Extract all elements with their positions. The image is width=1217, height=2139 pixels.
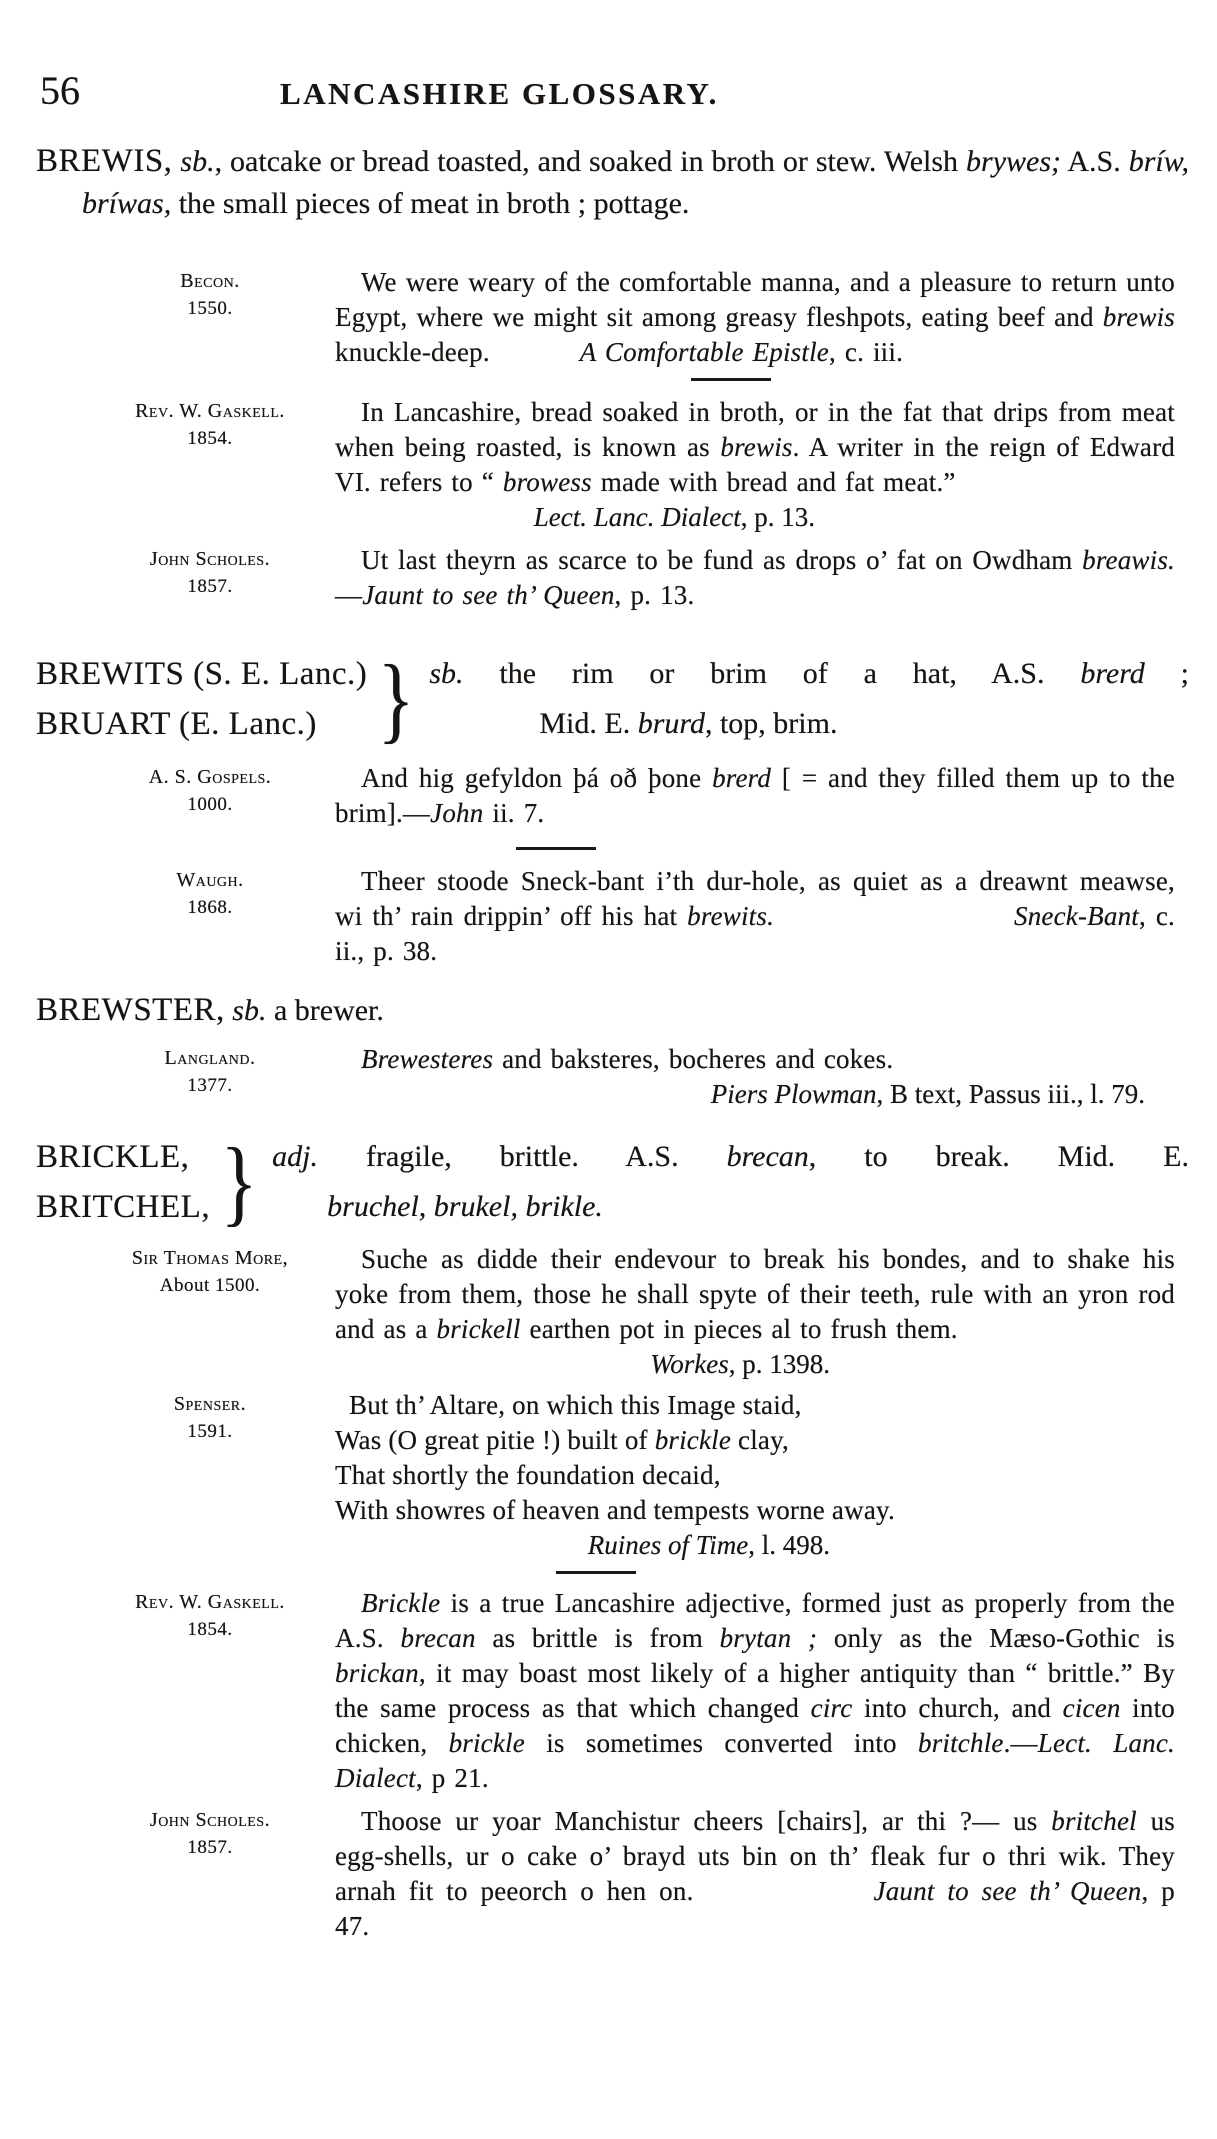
citation-langland xyxy=(36,1042,1189,1112)
headword-brickle: BRICKLE, xyxy=(36,1139,190,1175)
citation-source: Sneck-Bant, c. ii., p. 38. xyxy=(335,901,1175,966)
section-divider-rule xyxy=(556,1571,636,1574)
citation-becon xyxy=(36,265,1189,370)
citation-author: Rev. W. Gaskell. xyxy=(135,1591,285,1613)
quote-text: We were weary of the comfortable manna, and a pleasure to return unto Egypt, where we might sit among greasy fleshpots, eating beef and brewis knuckle-deep. xyxy=(335,267,1175,367)
headword-brewis: BREWIS, xyxy=(36,143,173,179)
citation-date: 1550. xyxy=(187,298,233,319)
citation-date: About 1500. xyxy=(159,1275,261,1296)
verse-line: But th’ Altare, on which this Image staid, xyxy=(349,1390,802,1420)
citation-date: 1854. xyxy=(187,428,233,449)
citation-quote-verse xyxy=(335,1388,1175,1528)
citation-scholes-brewis xyxy=(36,543,1189,613)
citation-date: 1000. xyxy=(187,794,233,815)
citation-quote xyxy=(335,265,1175,370)
citation-quote xyxy=(335,1804,1175,1944)
entry-brewis xyxy=(36,140,1189,613)
brace-glyph: } xyxy=(377,645,415,752)
citation-quote: Brewesteres and baksteres, bocheres and cokes. xyxy=(361,1044,894,1074)
verse-line: That shortly the foundation decaid, xyxy=(335,1460,721,1490)
definition-line: Mid. E. brurd, top, brim. xyxy=(539,707,838,740)
citation-quote: In Lancashire, bread soaked in broth, or in the fat that drips from meat when being roasted, is known as brewis. A writer in the reign of Edward VI. refers to “ browess made with bread and fat meat.” xyxy=(335,397,1175,497)
citation-label xyxy=(85,1388,335,1563)
verse-line: Was (O great pitie !) built of brickle clay, xyxy=(335,1425,789,1455)
headwords xyxy=(36,1132,210,1232)
citation-date: 1377. xyxy=(187,1075,233,1096)
definition-text xyxy=(272,1132,1189,1232)
citation-quote: Suche as didde their endevour to break his bondes, and to shake his yoke from them, those he shall spyte of their teeth, rule with an yron rod and as a brickell earthen pot in pieces al to frush them. xyxy=(335,1244,1175,1344)
citation-label xyxy=(85,265,335,370)
citation-date: 1591. xyxy=(187,1421,233,1442)
citation-label xyxy=(85,1586,335,1796)
brace-glyph: } xyxy=(220,1128,258,1235)
citation-body xyxy=(335,395,1189,535)
citation-scholes-brickle xyxy=(36,1804,1189,1944)
citation-label xyxy=(85,1042,335,1112)
quote-text: Theer stoode Sneck-bant i’th dur-hole, as quiet as a dreawnt meawse, wi th’ rain drippin’ off his hat brewits. xyxy=(335,866,1175,931)
citation-body xyxy=(335,1042,1189,1112)
citation-author: John Scholes. xyxy=(149,548,271,570)
citation-body xyxy=(335,543,1189,613)
citation-body xyxy=(335,1804,1189,1944)
definition-line: adj. fragile, brittle. A.S. brecan, to break. Mid. E. xyxy=(272,1140,1189,1173)
citation-source: Jaunt to see th’ Queen, p 47. xyxy=(335,1876,1175,1941)
entry-brickle-britchel xyxy=(36,1128,1189,1944)
running-title: LANCASHIRE GLOSSARY. xyxy=(280,76,719,111)
citation-quote: Ut last theyrn as scarce to be fund as drops o’ fat on Owdham breawis.—Jaunt to see th’ Queen, p. 13. xyxy=(335,545,1175,610)
headword-bruart: BRUART (E. Lanc.) xyxy=(36,706,317,742)
citation-label xyxy=(85,864,335,969)
entry-brewster xyxy=(36,989,1189,1112)
entry-definition xyxy=(36,1128,1189,1235)
headwords xyxy=(36,649,367,749)
citation-author: Waugh. xyxy=(176,869,244,891)
entry-definition xyxy=(36,645,1189,752)
citation-quote: And hig gefyldon þá oð þone brerd [ = and they filled them up to the brim].—John ii. 7. xyxy=(335,763,1176,828)
citation-author: Sir Thomas More, xyxy=(131,1247,289,1269)
definition-text: sb. a brewer. xyxy=(224,994,384,1027)
section-divider-rule xyxy=(516,847,596,850)
headword-brewits: BREWITS (S. E. Lanc.) xyxy=(36,656,368,692)
entry-definition xyxy=(36,989,1189,1032)
headword-brewster: BREWSTER, xyxy=(36,992,225,1028)
citation-author: John Scholes. xyxy=(149,1809,271,1831)
citation-as-gospels xyxy=(36,761,1189,831)
citation-source: Piers Plowman, B text, Passus iii., l. 79. xyxy=(710,1079,1145,1109)
citation-label xyxy=(85,543,335,613)
citation-waugh xyxy=(36,864,1189,969)
citation-author: Langland. xyxy=(164,1047,256,1069)
citation-source: Lect. Lanc. Dialect, p. 13. xyxy=(533,502,815,532)
definition-line: sb. the rim or brim of a hat, A.S. brerd ; xyxy=(429,657,1189,690)
citation-body xyxy=(335,1388,1189,1563)
citation-quote: Brickle is a true Lancashire adjective, formed just as properly from the A.S. brecan as brittle is from brytan ; only as the Mæso-Gothic is brickan, it may boast most likely of a higher antiquity than “ brittle.” By the same process as that which changed circ into church, and cicen into chicken, brickle is sometimes converted into britchle.—Lect. Lanc. Dialect, p 21. xyxy=(335,1588,1176,1793)
citation-date: 1854. xyxy=(187,1619,233,1640)
citation-label xyxy=(85,1242,335,1382)
citation-author: Spenser. xyxy=(173,1393,247,1415)
citation-more xyxy=(36,1242,1189,1382)
citation-source: Workes, p. 1398. xyxy=(650,1349,830,1379)
citation-label xyxy=(85,395,335,535)
definition-line: bruchel, brukel, brikle. xyxy=(327,1190,603,1223)
citation-body xyxy=(335,1586,1189,1796)
citation-date: 1868. xyxy=(187,897,233,918)
citation-body xyxy=(335,265,1189,370)
entry-definition xyxy=(36,140,1189,225)
citation-source: Ruines of Time, l. 498. xyxy=(587,1530,830,1560)
citation-author: Becon. xyxy=(180,270,240,292)
citation-gaskell-brewis xyxy=(36,395,1189,535)
headword-britchel: BRITCHEL, xyxy=(36,1189,211,1225)
citation-spenser xyxy=(36,1388,1189,1563)
page-header xyxy=(36,70,1189,116)
citation-date: 1857. xyxy=(187,576,233,597)
quote-text: Thoose ur yoar Manchistur cheers [chairs], ar thi ?— us britchel us egg-shells, ur o cake o’ brayd uts bin on th’ fleak fur o thri wik. They arnah fit to peeorch o hen on. xyxy=(335,1806,1176,1906)
citation-gaskell-brickle xyxy=(36,1586,1189,1796)
definition-text xyxy=(429,649,1189,749)
citation-body xyxy=(335,1242,1189,1382)
verse-line: With showres of heaven and tempests worne away. xyxy=(335,1495,895,1525)
citation-author: A. S. Gospels. xyxy=(148,766,272,788)
citation-label xyxy=(85,761,335,831)
citation-body xyxy=(335,864,1189,969)
page-number: 56 xyxy=(40,68,80,113)
section-divider-rule xyxy=(691,378,771,381)
citation-author: Rev. W. Gaskell. xyxy=(135,400,285,422)
citation-quote xyxy=(335,864,1175,969)
citation-label xyxy=(85,1804,335,1944)
citation-source: A Comfortable Epistle, c. iii. xyxy=(579,337,904,367)
citation-date: 1857. xyxy=(187,1837,233,1858)
entry-brewits-bruart xyxy=(36,645,1189,969)
citation-body xyxy=(335,761,1189,831)
definition-text: sb., oatcake or bread toasted, and soaked in broth or stew. Welsh brywes; A.S. bríw, bríwas, the small pieces of meat in broth ; pottage. xyxy=(82,145,1189,220)
